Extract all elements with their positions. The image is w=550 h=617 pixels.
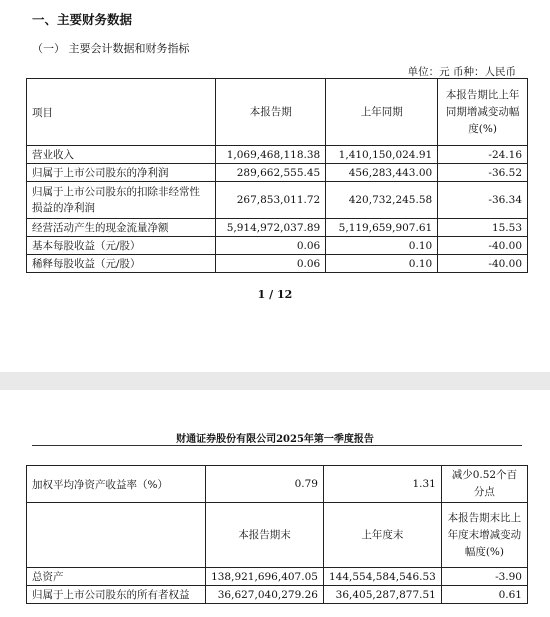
header-change-percent: 本报告期比上年同期增减变动幅度(%) (438, 79, 528, 146)
row-current: 0.79 (206, 466, 324, 503)
header-change-percent: 本报告期末比上年度末增减变动幅度(%) (441, 503, 527, 568)
row-current: 267,853,011.72 (216, 182, 326, 219)
table-row (27, 182, 528, 219)
row-last-year: 456,283,443.00 (326, 164, 438, 182)
table-row (27, 568, 528, 586)
row-label: 稀释每股收益（元/股） (27, 255, 216, 273)
section-title: 一、主要财务数据 (32, 12, 133, 27)
header-item: 项目 (27, 79, 216, 146)
table-row (27, 146, 528, 164)
key-financial-data-table (26, 78, 528, 273)
row-last-year: 1.31 (323, 466, 441, 503)
row-current: 1,069,468,118.38 (216, 146, 326, 164)
header-last-year-period: 上年同期 (326, 79, 438, 146)
row-label: 经营活动产生的现金流量净额 (27, 219, 216, 237)
row-last-year: 36,405,287,877.51 (323, 586, 441, 604)
sub-title: （一） 主要会计数据和财务指标 (32, 42, 190, 55)
row-change: -36.52 (438, 164, 528, 182)
header-current-period: 本报告期 (216, 79, 326, 146)
row-current: 138,921,696,407.05 (206, 568, 324, 586)
row-current: 5,914,972,037.89 (216, 219, 326, 237)
table-row (27, 219, 528, 237)
row-change: 15.53 (438, 219, 528, 237)
row-label: 归属于上市公司股东的所有者权益 (27, 586, 206, 604)
table-header-row (27, 503, 528, 568)
row-current: 289,662,555.45 (216, 164, 326, 182)
report-page-2 (0, 390, 550, 617)
row-label: 归属于上市公司股东的净利润 (27, 164, 216, 182)
table-row (27, 237, 528, 255)
row-current: 0.06 (216, 237, 326, 255)
table-row (27, 255, 528, 273)
table-row (27, 586, 528, 604)
row-label: 加权平均净资产收益率（%） (27, 466, 206, 503)
row-last-year: 5,119,659,907.61 (326, 219, 438, 237)
unit-currency-line: 单位：元 币种：人民币 (407, 66, 516, 78)
page-separator (0, 372, 550, 390)
row-change: -36.34 (438, 182, 528, 219)
row-change: 0.61 (441, 586, 527, 604)
table-row (27, 164, 528, 182)
row-last-year: 144,554,584,546.53 (323, 568, 441, 586)
row-change: -3.90 (441, 568, 527, 586)
row-last-year: 0.10 (326, 237, 438, 255)
row-last-year: 420,732,245.58 (326, 182, 438, 219)
row-change: -40.00 (438, 255, 528, 273)
page-number: 1 / 12 (257, 288, 293, 301)
row-label: 营业收入 (27, 146, 216, 164)
row-label: 基本每股收益（元/股） (27, 237, 216, 255)
table-row (27, 466, 528, 503)
report-running-header: 财通证券股份有限公司2025年第一季度报告 (176, 434, 374, 445)
header-rule (32, 445, 522, 446)
row-current: 36,627,040,279.26 (206, 586, 324, 604)
header-current-period-end: 本报告期末 (206, 503, 324, 568)
row-label: 归属于上市公司股东的扣除非经常性损益的净利润 (27, 182, 216, 219)
row-change: -40.00 (438, 237, 528, 255)
table-header-row (27, 79, 528, 146)
key-financial-data-table-continued (26, 465, 528, 604)
row-change: 减少0.52个百分点 (441, 466, 527, 503)
row-change: -24.16 (438, 146, 528, 164)
row-last-year: 0.10 (326, 255, 438, 273)
row-current: 0.06 (216, 255, 326, 273)
header-blank (27, 503, 206, 568)
header-last-year-end: 上年度末 (323, 503, 441, 568)
row-last-year: 1,410,150,024.91 (326, 146, 438, 164)
row-label: 总资产 (27, 568, 206, 586)
